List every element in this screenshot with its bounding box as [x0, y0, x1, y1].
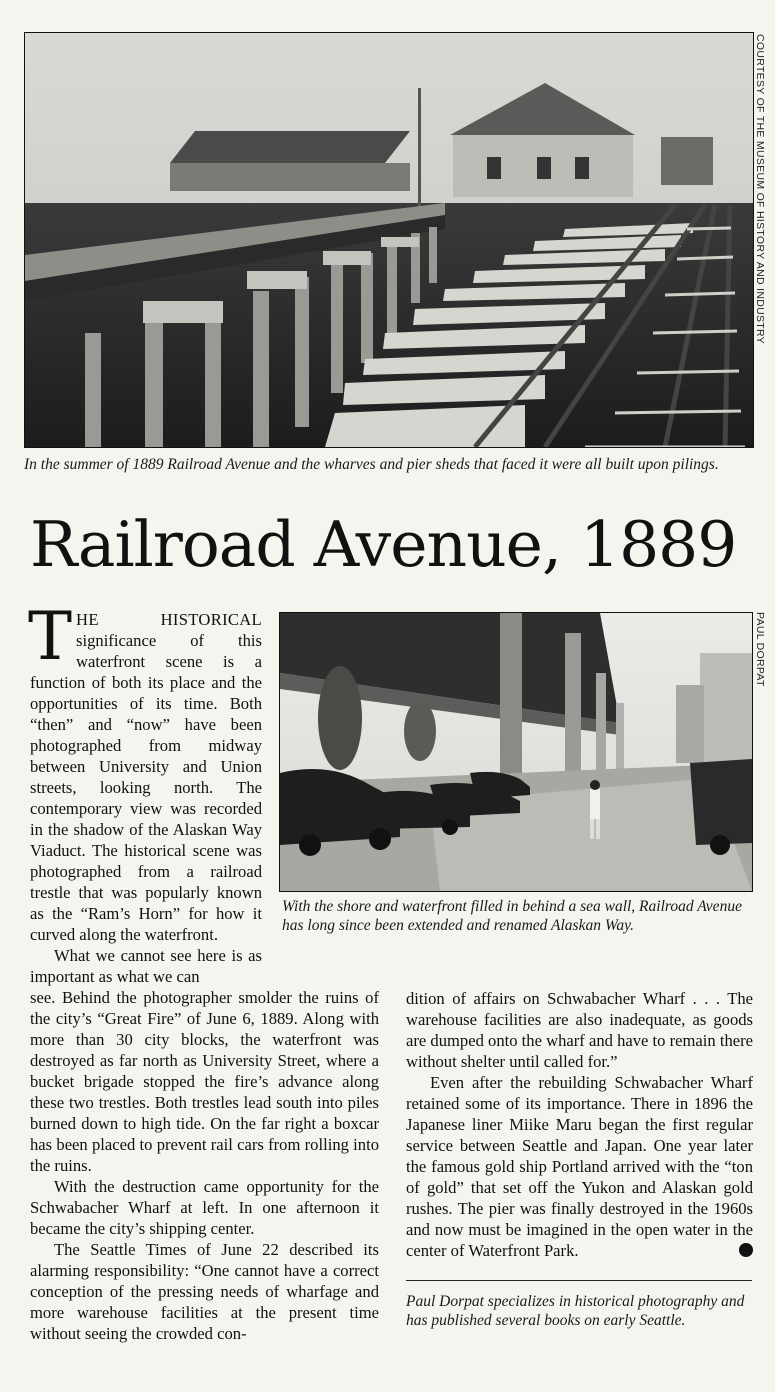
modern-photo-caption: With the shore and waterfront filled in behind a sea wall, Railroad Avenue has long since been extended and renamed Alaskan Way.: [282, 898, 742, 934]
article-column-left-upper: [28, 598, 262, 987]
end-mark-icon: P: [739, 1243, 753, 1257]
author-bio: Paul Dorpat specializes in historical photography and has published several books on early Seattle.: [406, 1293, 745, 1329]
article-paragraph-3: With the destruction came opportunity for the Schwabacher Wharf at left. In one afternoon it became the city’s shipping center.: [30, 1177, 379, 1238]
bio-divider: [406, 1280, 752, 1281]
drop-cap: T: [28, 598, 73, 675]
lead-caps: HE HISTORICAL: [76, 610, 262, 629]
modern-photo-illustration: [280, 613, 752, 891]
article-paragraph-4-start: The Seattle Times of June 22 described its alarming responsibility: “One cannot have a correct conception of the pressing needs of wharfage and more warehouse facilities at the present time without seeing the crowded con-: [30, 1240, 379, 1343]
paragraph-1-text: significance of this waterfront scene is a function of both its place and the opportunities of its time. Both “then” and “now” have been photographed from midway between University and Union streets, looking north. The contemporary view was recorded in the shadow of the Alaskan Way Viaduct. The historical scene was photographed from a railroad trestle that was popularly known as the “Ram’s Horn” for how it curved along the waterfront.: [30, 631, 262, 944]
headline: Railroad Avenue, 1889: [30, 508, 737, 581]
article-column-right: [406, 988, 770, 1261]
historical-photo-caption: In the summer of 1889 Railroad Avenue and the wharves and pier sheds that faced it were all built upon pilings.: [24, 456, 719, 473]
article-paragraph-2-cont: see. Behind the photographer smolder the ruins of the city’s “Great Fire” of June 6, 1889. Along with more than 30 city blocks, the waterfront was destroyed as far north as University Street, where a bucket brigade stopped the fire’s advance along these two trestles. Both trestles lead south into piles burned down to high tide. On the far right a boxcar has been placed to prevent rail cars from rolling into the ruins.: [30, 988, 379, 1175]
article-paragraph-5: [406, 1072, 770, 1261]
article-paragraph-1: [28, 598, 262, 945]
historical-photo: [24, 32, 754, 448]
photo-credit-museum: COURTESY OF THE MUSEUM OF HISTORY AND INDUSTRY: [754, 34, 766, 344]
article-paragraph-4-cont: dition of affairs on Schwabacher Wharf . . . The warehouse facilities are also inadequate, as goods are dumped onto the wharf and have to remain there without shelter until called for.”: [406, 989, 753, 1071]
article-column-left-lower: [30, 987, 379, 1344]
photo-credit-dorpat: PAUL DORPAT: [754, 612, 766, 687]
article-paragraph-2-start: What we cannot see here is as important as what we can: [30, 946, 262, 986]
paragraph-5-text: Even after the rebuilding Schwabacher Wharf retained some of its importance. There in 1896 the Japanese liner Miike Maru began the first regular service between Seattle and Japan. One year later the famous gold ship Portland arrived with the “ton of gold” that set off the Yukon and Alaskan gold rushes. The pier was finally destroyed in the 1960s and now must be imagined in the open water in the center of Waterfront Park.: [406, 1073, 753, 1260]
historical-photo-illustration: [25, 33, 753, 447]
modern-photo: [279, 612, 753, 892]
